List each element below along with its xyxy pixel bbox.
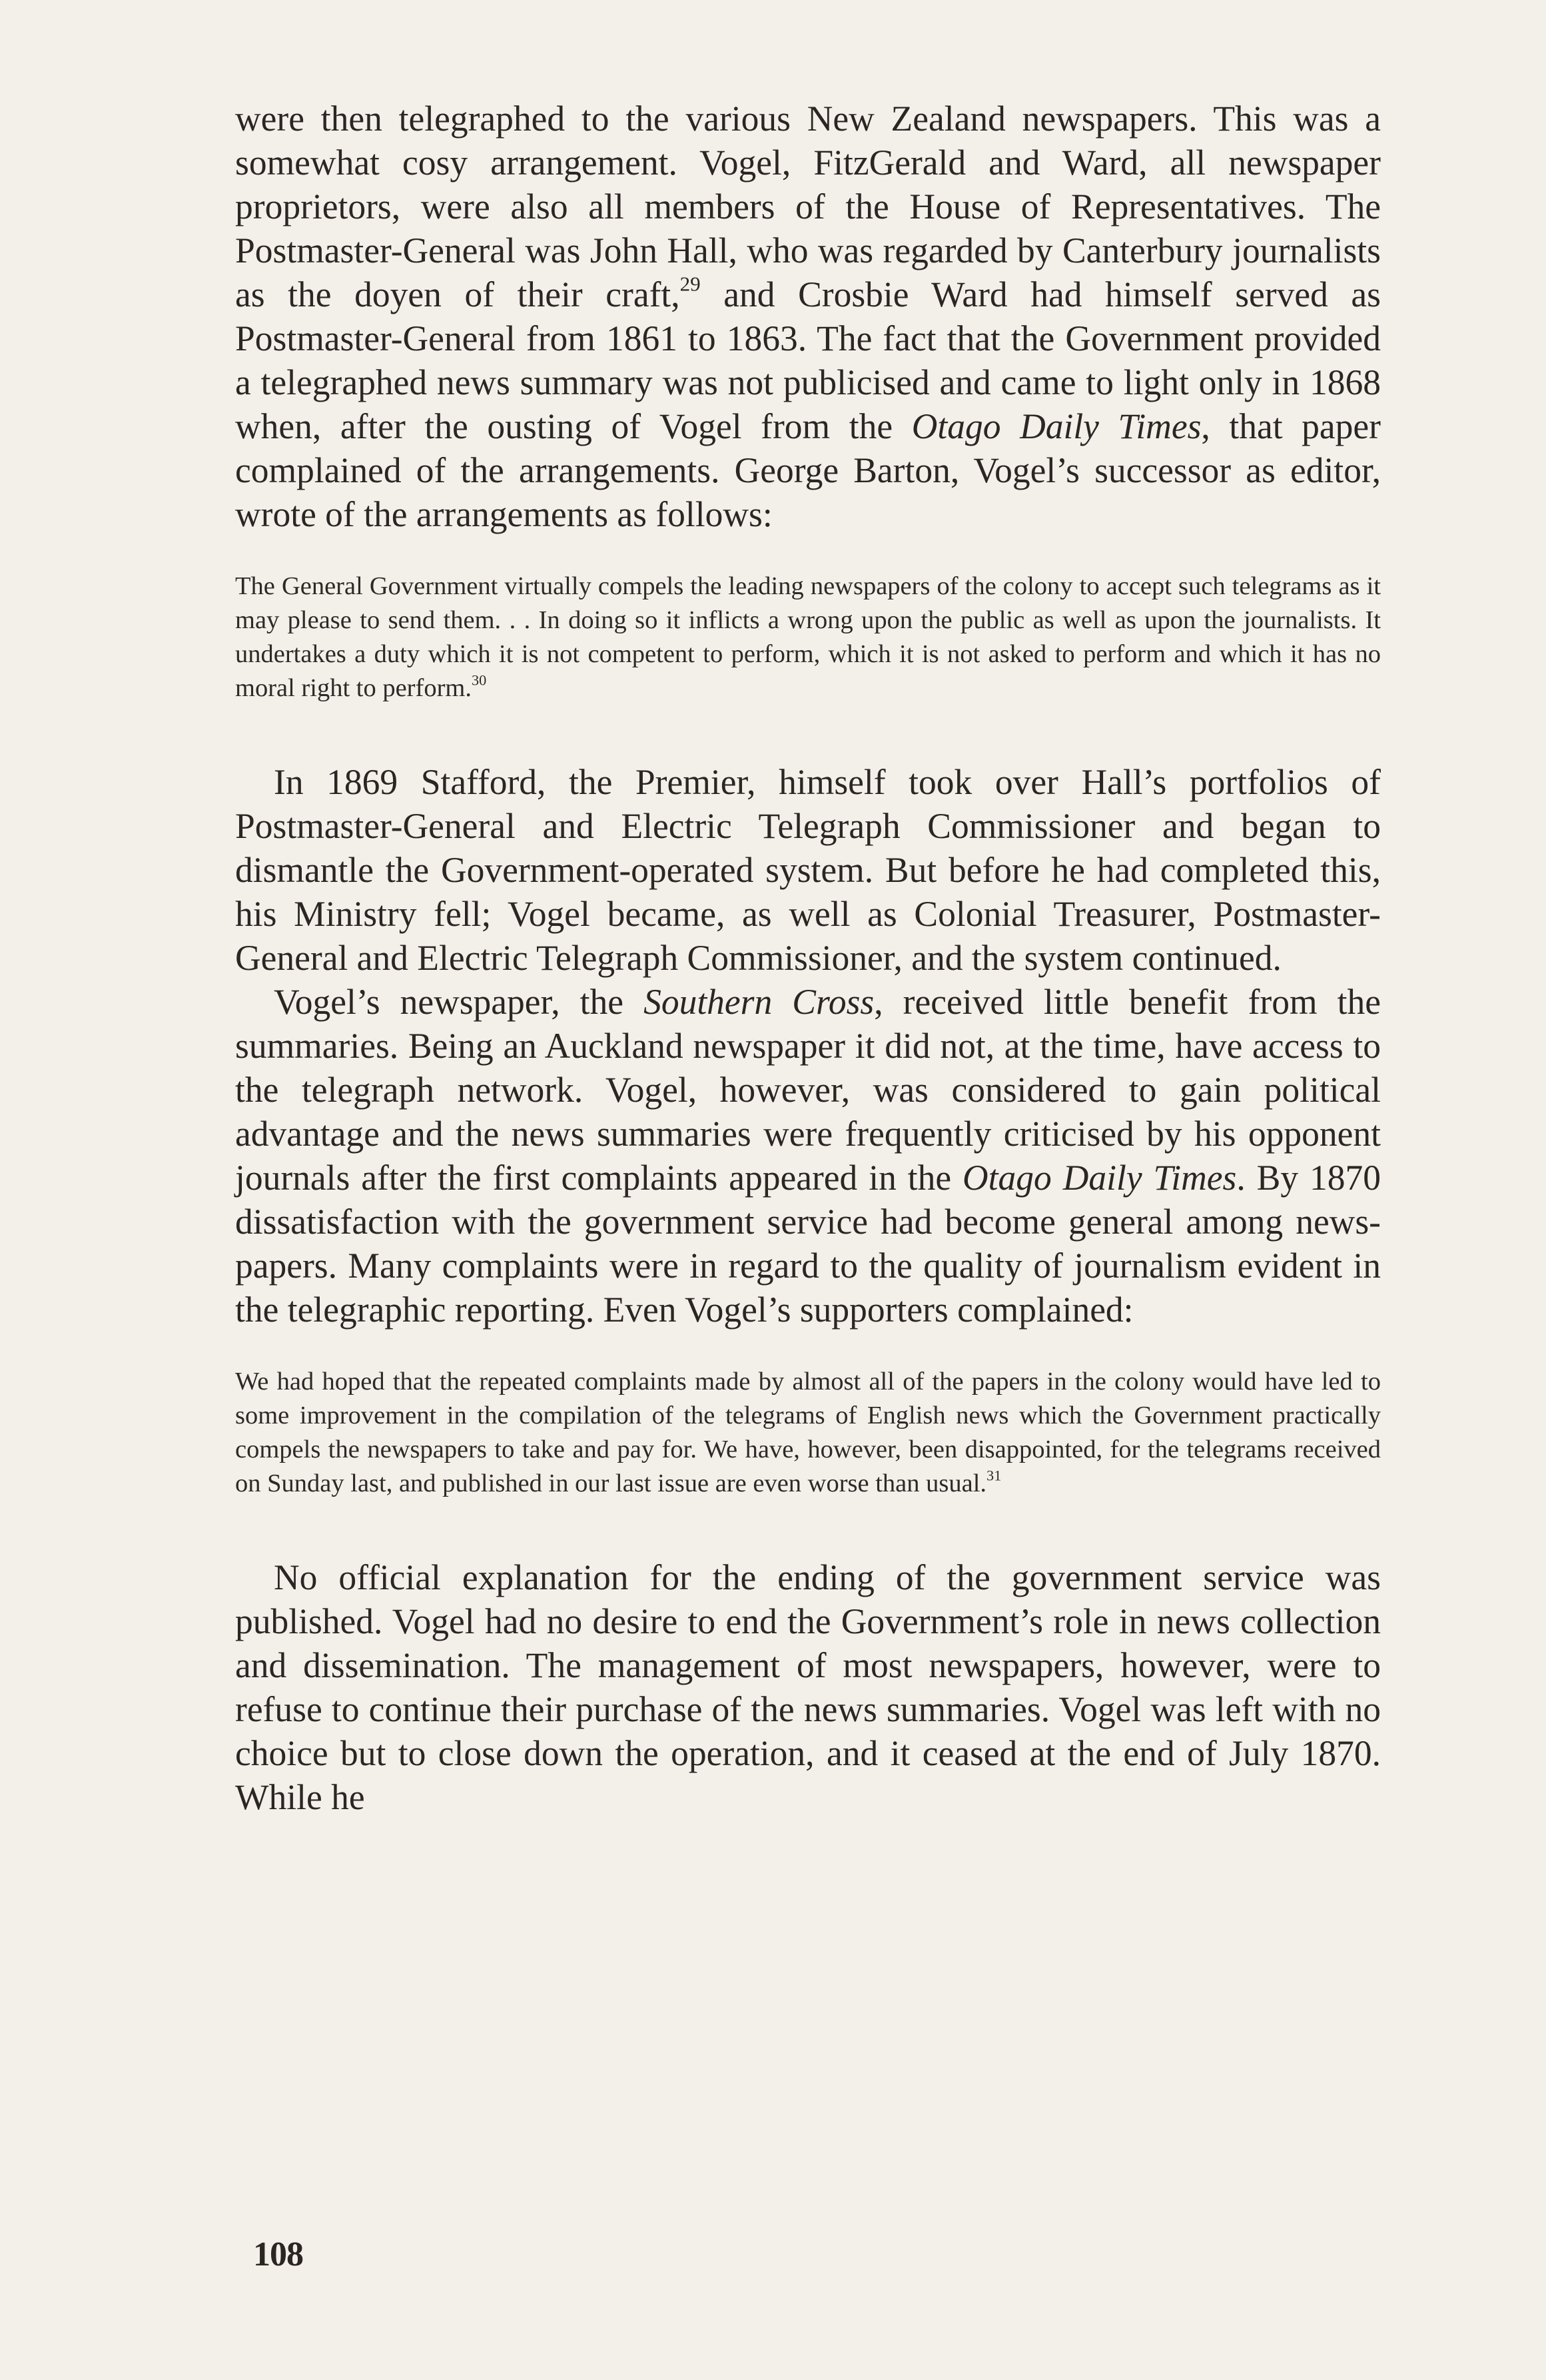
paragraph-4 [235, 1555, 1381, 1819]
paragraph-2-text: In 1869 Stafford, the Premier, himself took over Hall’s portfolios of Postmaster-General and Electric Telegraph Commissioner and began to dismantle the Government-operated system. But before he had completed this, his Ministry fell; Vogel became, as well as Colonial Treasurer, Postmaster-General and Electric Telegraph Commissioner, and the system continued. [235, 762, 1381, 978]
block-quote-1 [235, 570, 1381, 705]
newspaper-title-southern-cross: Southern Cross [643, 982, 875, 1022]
footnote-ref-30: 30 [471, 671, 487, 689]
page-body [235, 97, 1381, 1819]
paragraph-4-text: No official explanation for the ending of the government service was published. Vogel had no desire to end the Government’s role in news collection and dissemination. The management of most newspapers, however, were to refuse to continue their purchase of the news summaries. Vogel was left with no choice but to close down the operation, and it ceased at the end of July 1870. While he [235, 1557, 1381, 1817]
paragraph-2 [235, 760, 1381, 980]
newspaper-title-otago-daily-times: Otago Daily Times [911, 406, 1202, 446]
footnote-ref-29: 29 [679, 272, 701, 296]
paragraph-3-text-b: , received little benefit from the summaries. Being an Auckland newspaper it did not, at the time, have access to the telegraph network. Vogel, however, was considered to gain political advantage and the news summaries were frequently criticised by his opponent journals after the first complaints appeared in the [235, 982, 1381, 1198]
newspaper-title-otago-daily-times-2: Otago Daily Times [963, 1158, 1237, 1198]
paragraph-3-text-a: Vogel’s newspaper, the [274, 982, 644, 1022]
block-quote-2 [235, 1365, 1381, 1501]
block-quote-1-text: The General Government virtually compels the leading newspapers of the colony to accept such telegrams as it may please to send them. . . In doing so it inflicts a wrong upon the public as well as upon the journalists. It undertakes a duty which it is not competent to perform, which it is not asked to perform and which it has no moral right to perform. [235, 572, 1381, 702]
page-number: 108 [253, 2235, 303, 2273]
footnote-ref-31: 31 [986, 1467, 1002, 1484]
paragraph-3-text-c: . By 1870 dissatisfaction with the government service had become general among newspapers. Many complaints were in regard to the quality of journalism evident in the telegraphic reporting. Even Vogel’s supporters complained: [235, 1158, 1381, 1330]
paragraph-3 [235, 980, 1381, 1332]
paragraph-1 [235, 97, 1381, 536]
paragraph-1-text-b: and Crosbie Ward had himself served as Postmaster-General from 1861 to 1863. The fact that the Government provided a telegraphed news summary was not publicised and came to light only in 1868 when, after the ousting of Vogel from the [235, 274, 1381, 446]
paragraph-1-text-c: , that paper complained of the arrangements. George Barton, Vogel’s successor as editor, wrote of the arrangements as follows: [235, 406, 1381, 534]
paragraph-1-text-a: were then telegraphed to the various New Zealand newspapers. This was a somewhat cosy arrangement. Vogel, FitzGerald and Ward, all newspaper proprietors, were also all members of the House of Representatives. The Postmaster-General was John Hall, who was regarded by Canterbury journalists as the doyen of their craft, [235, 99, 1381, 314]
block-quote-2-text: We had hoped that the repeated complaints made by almost all of the papers in the colony would have led to some improvement in the compilation of the telegrams of English news which the Government practically compels the newspapers to take and pay for. We have, however, been disappointed, for the telegrams received on Sunday last, and published in our last issue are even worse than usual. [235, 1368, 1381, 1497]
